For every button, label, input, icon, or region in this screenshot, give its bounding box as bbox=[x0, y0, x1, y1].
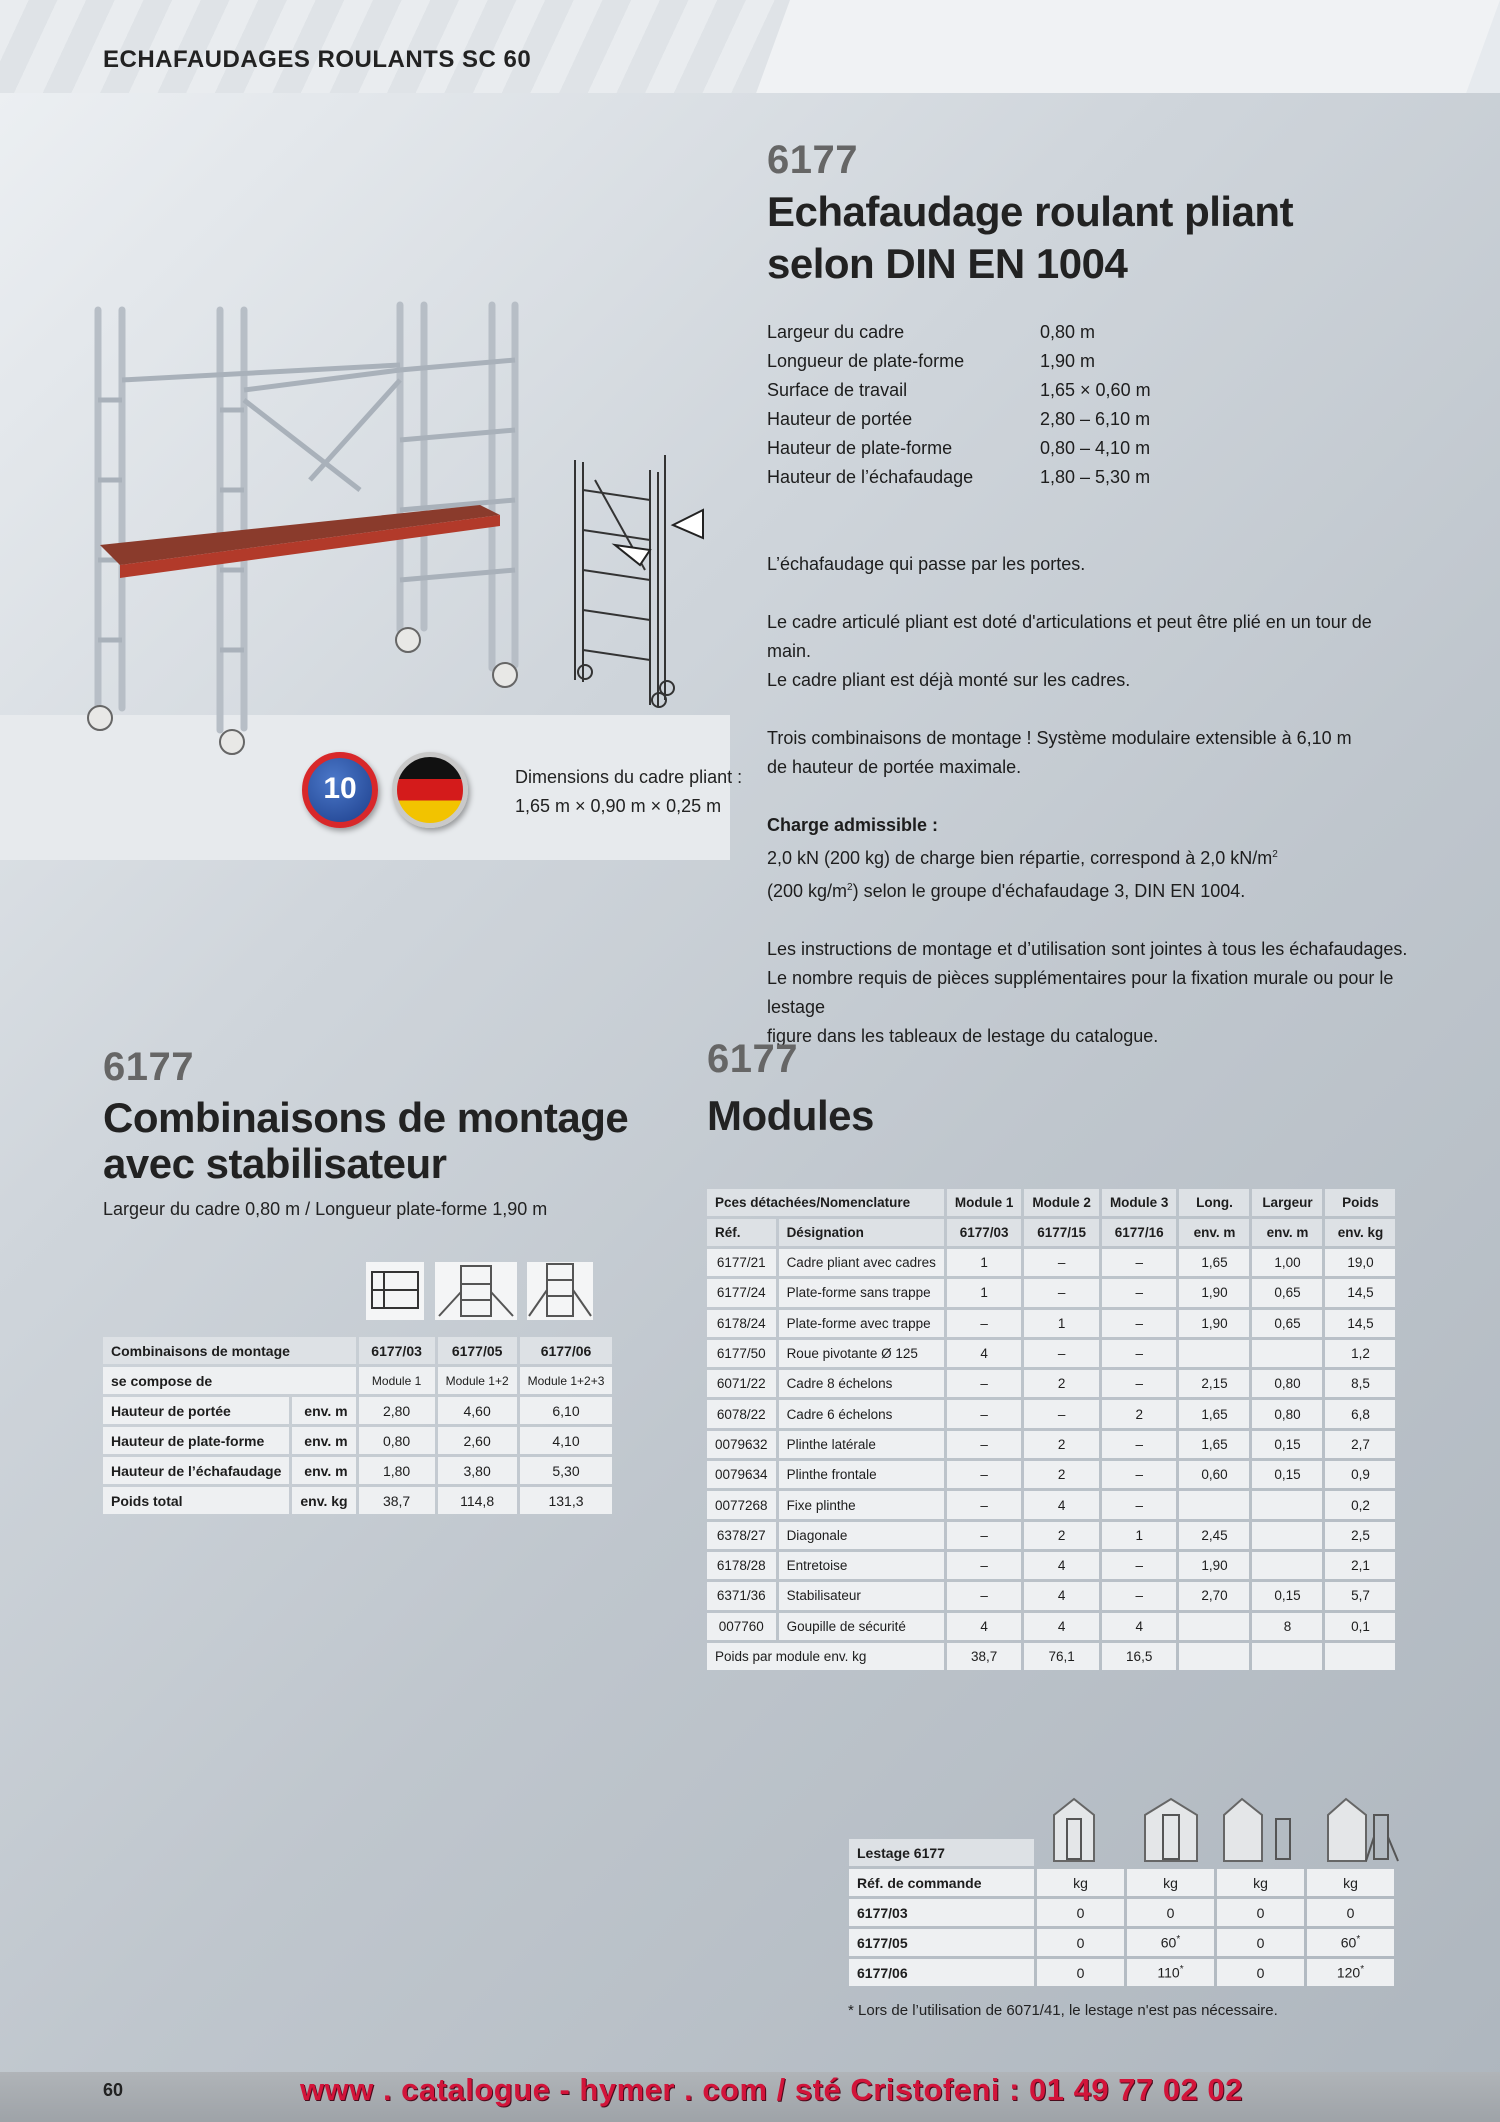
combinations-table bbox=[100, 1334, 615, 1517]
value-cell: 0,9 bbox=[1325, 1461, 1395, 1488]
product-number: 6177 bbox=[767, 138, 858, 182]
designation-cell: Cadre 8 échelons bbox=[779, 1370, 944, 1397]
designation-cell: Stabilisateur bbox=[779, 1582, 944, 1609]
table-row: Pces détachées/Nomenclature Module 1 Module 2 Module 3 Long. Largeur Poids bbox=[707, 1189, 1395, 1216]
value-cell: 4 bbox=[1024, 1491, 1099, 1518]
modules-table bbox=[704, 1186, 1398, 1673]
table-row: Lestage 6177 bbox=[849, 1839, 1394, 1866]
table-row: Combinaisons de montage 6177/03 6177/05 6177/06 bbox=[103, 1337, 612, 1364]
value-cell: 2 bbox=[1024, 1522, 1099, 1549]
page-number: 60 bbox=[103, 2080, 124, 2100]
value-cell: – bbox=[947, 1582, 1022, 1609]
value-cell: 1 bbox=[947, 1279, 1022, 1306]
value-cell: – bbox=[1102, 1431, 1177, 1458]
designation-cell: Plinthe latérale bbox=[779, 1431, 944, 1458]
warranty-badge: 10 bbox=[302, 752, 378, 828]
table-row bbox=[707, 1522, 1395, 1549]
ref-cell: 007760 bbox=[707, 1613, 776, 1640]
table-row bbox=[707, 1491, 1395, 1518]
ref-cell: 6177/21 bbox=[707, 1249, 776, 1276]
value-cell: – bbox=[947, 1310, 1022, 1337]
value-cell: 2 bbox=[1024, 1370, 1099, 1397]
value-cell bbox=[1179, 1340, 1249, 1367]
designation-cell: Plate-forme sans trappe bbox=[779, 1279, 944, 1306]
value-cell: – bbox=[947, 1491, 1022, 1518]
made-in-germany-badge bbox=[392, 752, 468, 828]
ref-cell: 0077268 bbox=[707, 1491, 776, 1518]
table-row: se compose de Module 1 Module 1+2 Module 1+2+3 bbox=[103, 1367, 612, 1394]
table-row: Poids par module env. kg 38,7 76,1 16,5 bbox=[707, 1643, 1395, 1670]
value-cell: 2 bbox=[1102, 1400, 1177, 1427]
ref-cell: 0079632 bbox=[707, 1431, 776, 1458]
value-cell bbox=[1252, 1522, 1322, 1549]
value-cell: 0,2 bbox=[1325, 1491, 1395, 1518]
value-cell: – bbox=[1024, 1400, 1099, 1427]
table-row: Réf. de commande kg kg kg kg bbox=[849, 1869, 1394, 1896]
value-cell: 0,15 bbox=[1252, 1431, 1322, 1458]
value-cell: 4 bbox=[947, 1340, 1022, 1367]
designation-cell: Diagonale bbox=[779, 1522, 944, 1549]
value-cell bbox=[1252, 1552, 1322, 1579]
value-cell: 0,65 bbox=[1252, 1279, 1322, 1306]
value-cell: 2,5 bbox=[1325, 1522, 1395, 1549]
value-cell: 1,90 bbox=[1179, 1310, 1249, 1337]
watermark-link[interactable]: www . catalogue - hymer . com / sté Cristofeni : 01 49 77 02 02 bbox=[300, 2072, 1243, 2107]
module1-2-icon bbox=[435, 1262, 517, 1320]
value-cell: 4 bbox=[1024, 1582, 1099, 1609]
value-cell: 1,65 bbox=[1179, 1431, 1249, 1458]
value-cell: 4 bbox=[1024, 1613, 1099, 1640]
value-cell: 14,5 bbox=[1325, 1310, 1395, 1337]
value-cell: 2,70 bbox=[1179, 1582, 1249, 1609]
value-cell: – bbox=[1102, 1491, 1177, 1518]
value-cell: – bbox=[1102, 1370, 1177, 1397]
value-cell: 1,90 bbox=[1179, 1279, 1249, 1306]
value-cell bbox=[1179, 1613, 1249, 1640]
table-row bbox=[707, 1370, 1395, 1397]
modules-number: 6177 bbox=[707, 1037, 798, 1081]
designation-cell: Goupille de sécurité bbox=[779, 1613, 944, 1640]
module1-2-3-icon bbox=[527, 1262, 593, 1320]
table-row: 6177/05 0 60* 0 60* bbox=[849, 1929, 1394, 1956]
table-row: Hauteur de portée env. m 2,80 4,60 6,10 bbox=[103, 1397, 612, 1424]
ref-cell: 6178/24 bbox=[707, 1310, 776, 1337]
table-row bbox=[707, 1249, 1395, 1276]
ref-cell: 6177/50 bbox=[707, 1340, 776, 1367]
table-row: 6177/06 0 110* 0 120* bbox=[849, 1959, 1394, 1986]
folded-frame-drawing bbox=[555, 450, 715, 720]
value-cell: 0,15 bbox=[1252, 1461, 1322, 1488]
table-row bbox=[707, 1279, 1395, 1306]
value-cell: – bbox=[1102, 1249, 1177, 1276]
table-row: Réf. Désignation 6177/03 6177/15 6177/16 env. m env. m env. kg bbox=[707, 1219, 1395, 1246]
value-cell: – bbox=[947, 1552, 1022, 1579]
value-cell: 19,0 bbox=[1325, 1249, 1395, 1276]
folded-dimensions-caption: Dimensions du cadre pliant : 1,65 m × 0,90 m × 0,25 m bbox=[515, 767, 743, 816]
designation-cell: Entretoise bbox=[779, 1552, 944, 1579]
value-cell: 2,45 bbox=[1179, 1522, 1249, 1549]
designation-cell: Fixe plinthe bbox=[779, 1491, 944, 1518]
value-cell: – bbox=[1024, 1340, 1099, 1367]
ref-cell: 6371/36 bbox=[707, 1582, 776, 1609]
value-cell: – bbox=[947, 1522, 1022, 1549]
value-cell: 4 bbox=[1102, 1613, 1177, 1640]
designation-cell: Roue pivotante Ø 125 bbox=[779, 1340, 944, 1367]
ref-cell: 6078/22 bbox=[707, 1400, 776, 1427]
table-row: 6177/03 0 0 0 0 bbox=[849, 1899, 1394, 1926]
value-cell: 8 bbox=[1252, 1613, 1322, 1640]
value-cell: 1 bbox=[947, 1249, 1022, 1276]
value-cell: 4 bbox=[1024, 1552, 1099, 1579]
table-row bbox=[707, 1400, 1395, 1427]
designation-cell: Plate-forme avec trappe bbox=[779, 1310, 944, 1337]
value-cell: 1,65 bbox=[1179, 1400, 1249, 1427]
module1-icon bbox=[366, 1262, 424, 1320]
value-cell: 2 bbox=[1024, 1431, 1099, 1458]
value-cell: 14,5 bbox=[1325, 1279, 1395, 1306]
value-cell: 2,15 bbox=[1179, 1370, 1249, 1397]
value-cell: 6,8 bbox=[1325, 1400, 1395, 1427]
value-cell: – bbox=[1102, 1582, 1177, 1609]
value-cell: 0,15 bbox=[1252, 1582, 1322, 1609]
value-cell: 2 bbox=[1024, 1461, 1099, 1488]
ballast-footnote: * Lors de l’utilisation de 6071/41, le lestage n'est pas nécessaire. bbox=[848, 2002, 1278, 2019]
value-cell bbox=[1252, 1491, 1322, 1518]
charge-block: Charge admissible : 2,0 kN (200 kg) de charge bien répartie, correspond à 2,0 $kN/m^2$ (200 $kg/m^2$) selon le groupe d'échafaudage 3, DIN EN 1004. bbox=[767, 815, 1278, 901]
running-head: ECHAFAUDAGES ROULANTS SC 60 bbox=[103, 46, 532, 73]
ref-cell: 6378/27 bbox=[707, 1522, 776, 1549]
table-row bbox=[707, 1310, 1395, 1337]
value-cell: – bbox=[1102, 1310, 1177, 1337]
value-cell: 0,60 bbox=[1179, 1461, 1249, 1488]
ref-cell: 0079634 bbox=[707, 1461, 776, 1488]
value-cell: – bbox=[947, 1400, 1022, 1427]
ref-cell: 6177/24 bbox=[707, 1279, 776, 1306]
table-row bbox=[707, 1613, 1395, 1640]
value-cell: 0,1 bbox=[1325, 1613, 1395, 1640]
value-cell: 2,1 bbox=[1325, 1552, 1395, 1579]
product-description: L’échafaudage qui passe par les portes. Le cadre articulé pliant est doté d'articulations et peut être plié en un tour de main. Le cadre pliant est déjà monté sur les cadres. Trois combinaisons de montage ! Système modulaire extensible à 6,10 m de hauteur de portée maximale. Charge admissible : 2,0 kN (200 kg) de charge bien répartie, correspond à 2,0 $kN/m^2$ (200 $kg/m^2$) selon le groupe d'échafaudage 3, DIN EN 1004. Les instructions de montage et d’utilisation sont jointes à tous les échafaudages. Le nombre requis de pièces supplémentaires pour la fixation murale ou pour le lestage figure dans les tableaux de lestage du catalogue. bbox=[767, 550, 1417, 1080]
value-cell: – bbox=[1102, 1461, 1177, 1488]
value-cell: – bbox=[1102, 1279, 1177, 1306]
value-cell: 1,90 bbox=[1179, 1552, 1249, 1579]
combinations-number: 6177 bbox=[103, 1045, 194, 1089]
designation-cell: Cadre 6 échelons bbox=[779, 1400, 944, 1427]
value-cell: 0,65 bbox=[1252, 1310, 1322, 1337]
ballast-table bbox=[846, 1836, 1397, 1989]
scaffold-photo bbox=[60, 290, 540, 770]
value-cell: 1 bbox=[1102, 1522, 1177, 1549]
value-cell: 2,7 bbox=[1325, 1431, 1395, 1458]
modules-title: Modules bbox=[707, 1092, 874, 1139]
value-cell: – bbox=[1102, 1340, 1177, 1367]
spec-list: Largeur du cadre 0,80 m Longueur de plate-forme 1,90 m Surface de travail 1,65 × 0,60 m Hauteur de portée 2,80 – 6,10 m Hauteur de plate-forme 0,80 – 4,10 m Hauteur de l’échafaudage 1,80 – 5,30 m bbox=[767, 322, 1151, 487]
value-cell: – bbox=[947, 1370, 1022, 1397]
ref-cell: 6071/22 bbox=[707, 1370, 776, 1397]
table-row: Poids total env. kg 38,7 114,8 131,3 bbox=[103, 1487, 612, 1514]
value-cell: 4 bbox=[947, 1613, 1022, 1640]
combinations-subtitle: Largeur du cadre 0,80 m / Longueur plate-forme 1,90 m bbox=[103, 1199, 548, 1219]
designation-cell: Plinthe frontale bbox=[779, 1461, 944, 1488]
value-cell: 0,80 bbox=[1252, 1370, 1322, 1397]
value-cell: – bbox=[1024, 1279, 1099, 1306]
table-row bbox=[707, 1431, 1395, 1458]
value-cell: 8,5 bbox=[1325, 1370, 1395, 1397]
value-cell: – bbox=[1102, 1552, 1177, 1579]
value-cell: 1,65 bbox=[1179, 1249, 1249, 1276]
value-cell bbox=[1179, 1491, 1249, 1518]
value-cell: – bbox=[1024, 1249, 1099, 1276]
value-cell bbox=[1252, 1340, 1322, 1367]
table-row: Hauteur de plate-forme env. m 0,80 2,60 4,10 bbox=[103, 1427, 612, 1454]
value-cell: – bbox=[947, 1431, 1022, 1458]
table-row bbox=[707, 1340, 1395, 1367]
value-cell: 1,2 bbox=[1325, 1340, 1395, 1367]
value-cell: – bbox=[947, 1461, 1022, 1488]
designation-cell: Cadre pliant avec cadres bbox=[779, 1249, 944, 1276]
ref-cell: 6178/28 bbox=[707, 1552, 776, 1579]
value-cell: 1 bbox=[1024, 1310, 1099, 1337]
table-row bbox=[707, 1582, 1395, 1609]
value-cell: 5,7 bbox=[1325, 1582, 1395, 1609]
product-title: Echafaudage roulant pliant selon DIN EN 1004 bbox=[767, 188, 1294, 287]
combinations-title: Combinaisons de montage avec stabilisateur bbox=[103, 1094, 629, 1187]
table-row bbox=[707, 1461, 1395, 1488]
table-row: Hauteur de l’échafaudage env. m 1,80 3,80 5,30 bbox=[103, 1457, 612, 1484]
value-cell: 0,80 bbox=[1252, 1400, 1322, 1427]
header-plain bbox=[756, 0, 1500, 93]
value-cell: 1,00 bbox=[1252, 1249, 1322, 1276]
table-row bbox=[707, 1552, 1395, 1579]
